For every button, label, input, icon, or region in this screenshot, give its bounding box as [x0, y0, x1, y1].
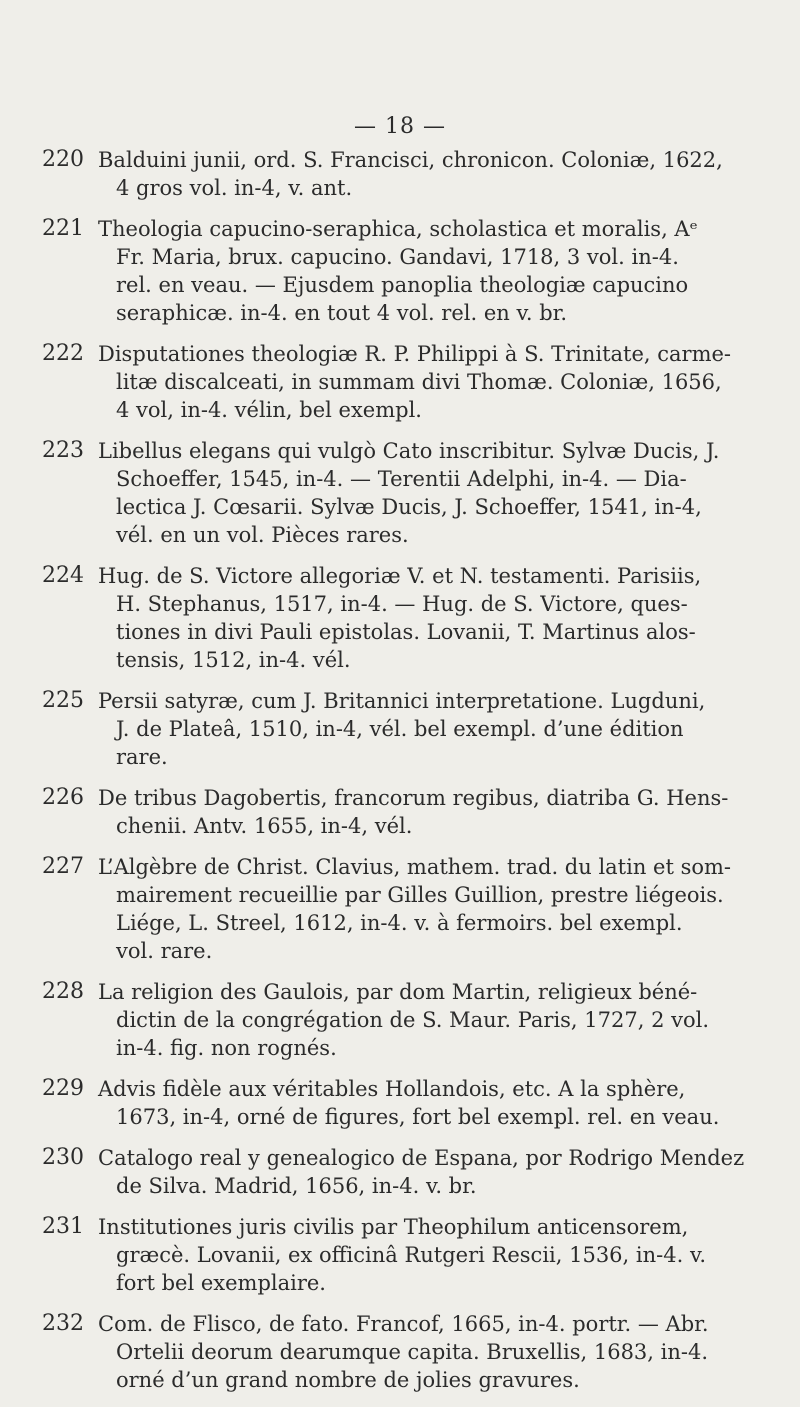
entry-number: 222: [42, 341, 84, 366]
entry-line: La religion des Gaulois, par dom Martin, religieux béné-: [98, 980, 698, 1004]
entry-text: [98, 215, 760, 327]
entry-number: 224: [42, 563, 84, 588]
entry-line: lectica J. Cœsarii. Sylvæ Ducis, J. Schoeffer, 1541, in-4,: [116, 495, 702, 519]
entry-number: 227: [42, 854, 84, 879]
entry-line: Ortelii deorum dearumque capita. Bruxellis, 1683, in-4.: [116, 1340, 709, 1364]
entry-text: [98, 1310, 760, 1394]
entry-number: 223: [42, 438, 84, 463]
entry-list: [42, 146, 760, 1407]
entry-line: Advis fidèle aux véritables Hollandois, etc. A la sphère,: [98, 1077, 686, 1101]
entry-text: [98, 1075, 760, 1131]
catalog-entry: [42, 1144, 760, 1200]
entry-line: mairement recueillie par Gilles Guillion, prestre liégeois.: [116, 883, 724, 907]
entry-text: [98, 562, 760, 674]
entry-number: 228: [42, 979, 84, 1004]
entry-line: fort bel exemplaire.: [116, 1271, 326, 1295]
catalog-entry: [42, 1213, 760, 1297]
catalog-entry: [42, 340, 760, 424]
catalog-entry: [42, 146, 760, 202]
entry-line: De tribus Dagobertis, francorum regibus, diatriba G. Hens-: [98, 786, 729, 810]
entry-text: [98, 978, 760, 1062]
entry-line: tiones in divi Pauli epistolas. Lovanii, T. Martinus alos-: [116, 620, 696, 644]
catalog-entry: [42, 784, 760, 840]
entry-number: 229: [42, 1076, 84, 1101]
page-number: — 18 —: [354, 114, 446, 139]
entry-line: 4 gros vol. in-4, v. ant.: [116, 176, 353, 200]
entry-line: J. de Plateâ, 1510, in-4, vél. bel exempl. d’une édition: [116, 717, 684, 741]
entry-number: 221: [42, 216, 84, 241]
entry-line: chenii. Antv. 1655, in-4, vél.: [116, 814, 413, 838]
entry-text: [98, 146, 760, 202]
entry-line: dictin de la congrégation de S. Maur. Paris, 1727, 2 vol.: [116, 1008, 710, 1032]
entry-number: 220: [42, 147, 84, 172]
entry-line: Libellus elegans qui vulgò Cato inscribitur. Sylvæ Ducis, J.: [98, 439, 720, 463]
entry-text: [98, 340, 760, 424]
entry-line: Hug. de S. Victore allegoriæ V. et N. testamenti. Parisiis,: [98, 564, 702, 588]
entry-line: litæ discalceati, in summam divi Thomæ. Coloniæ, 1656,: [116, 370, 722, 394]
entry-number: 231: [42, 1214, 84, 1239]
entry-number: 230: [42, 1145, 84, 1170]
entry-line: L’Algèbre de Christ. Clavius, mathem. trad. du latin et som-: [98, 855, 732, 879]
catalog-entry: [42, 853, 760, 965]
entry-line: græcè. Lovanii, ex officinâ Rutgeri Rescii, 1536, in-4. v.: [116, 1243, 706, 1267]
entry-line: 4 vol, in-4. vélin, bel exempl.: [116, 398, 422, 422]
entry-line: Fr. Maria, brux. capucino. Gandavi, 1718, 3 vol. in-4.: [116, 245, 679, 269]
entry-line: Schoeffer, 1545, in-4. — Terentii Adelphi, in-4. — Dia-: [116, 467, 687, 491]
entry-line: H. Stephanus, 1517, in-4. — Hug. de S. Victore, ques-: [116, 592, 688, 616]
catalog-entry: [42, 1075, 760, 1131]
entry-number: 225: [42, 688, 84, 713]
entry-line: in-4. fig. non rognés.: [116, 1036, 337, 1060]
entry-line: Persii satyræ, cum J. Britannici interpretatione. Lugduni,: [98, 689, 706, 713]
entry-line: tensis, 1512, in-4. vél.: [116, 648, 351, 672]
entry-text: [98, 437, 760, 549]
entry-line: Institutiones juris civilis par Theophilum anticensorem,: [98, 1215, 689, 1239]
entry-line: rare.: [116, 745, 168, 769]
entry-number: 226: [42, 785, 84, 810]
catalog-entry: [42, 562, 760, 674]
catalog-entry: [42, 437, 760, 549]
entry-line: seraphicæ. in-4. en tout 4 vol. rel. en v. br.: [116, 301, 568, 325]
catalog-entry: [42, 687, 760, 771]
catalog-entry: [42, 215, 760, 327]
entry-line: de Silva. Madrid, 1656, in-4. v. br.: [116, 1174, 477, 1198]
entry-line: Liége, L. Streel, 1612, in-4. v. à fermoirs. bel exempl.: [116, 911, 683, 935]
catalog-entry: [42, 978, 760, 1062]
entry-text: [98, 853, 760, 965]
entry-line: orné d’un grand nombre de jolies gravures.: [116, 1368, 580, 1392]
entry-line: vol. rare.: [116, 939, 213, 963]
entry-line: rel. en veau. — Ejusdem panoplia theologiæ capucino: [116, 273, 689, 297]
entry-line: Balduini junii, ord. S. Francisci, chronicon. Coloniæ, 1622,: [98, 148, 723, 172]
entry-number: 232: [42, 1311, 84, 1336]
entry-text: [98, 784, 760, 840]
entry-line: 1673, in-4, orné de figures, fort bel exempl. rel. en veau.: [116, 1105, 720, 1129]
entry-line: Catalogo real y genealogico de Espana, por Rodrigo Mendez: [98, 1146, 745, 1170]
entry-line: Theologia capucino-seraphica, scholastica et moralis, Aᵉ: [98, 217, 698, 241]
entry-text: [98, 687, 760, 771]
entry-line: Com. de Flisco, de fato. Francof, 1665, in-4. portr. — Abr.: [98, 1312, 709, 1336]
entry-line: vél. en un vol. Pièces rares.: [116, 523, 409, 547]
catalog-entry: [42, 1310, 760, 1394]
entry-text: [98, 1213, 760, 1297]
entry-line: Disputationes theologiæ R. P. Philippi à S. Trinitate, carme-: [98, 342, 732, 366]
entry-text: [98, 1144, 760, 1200]
